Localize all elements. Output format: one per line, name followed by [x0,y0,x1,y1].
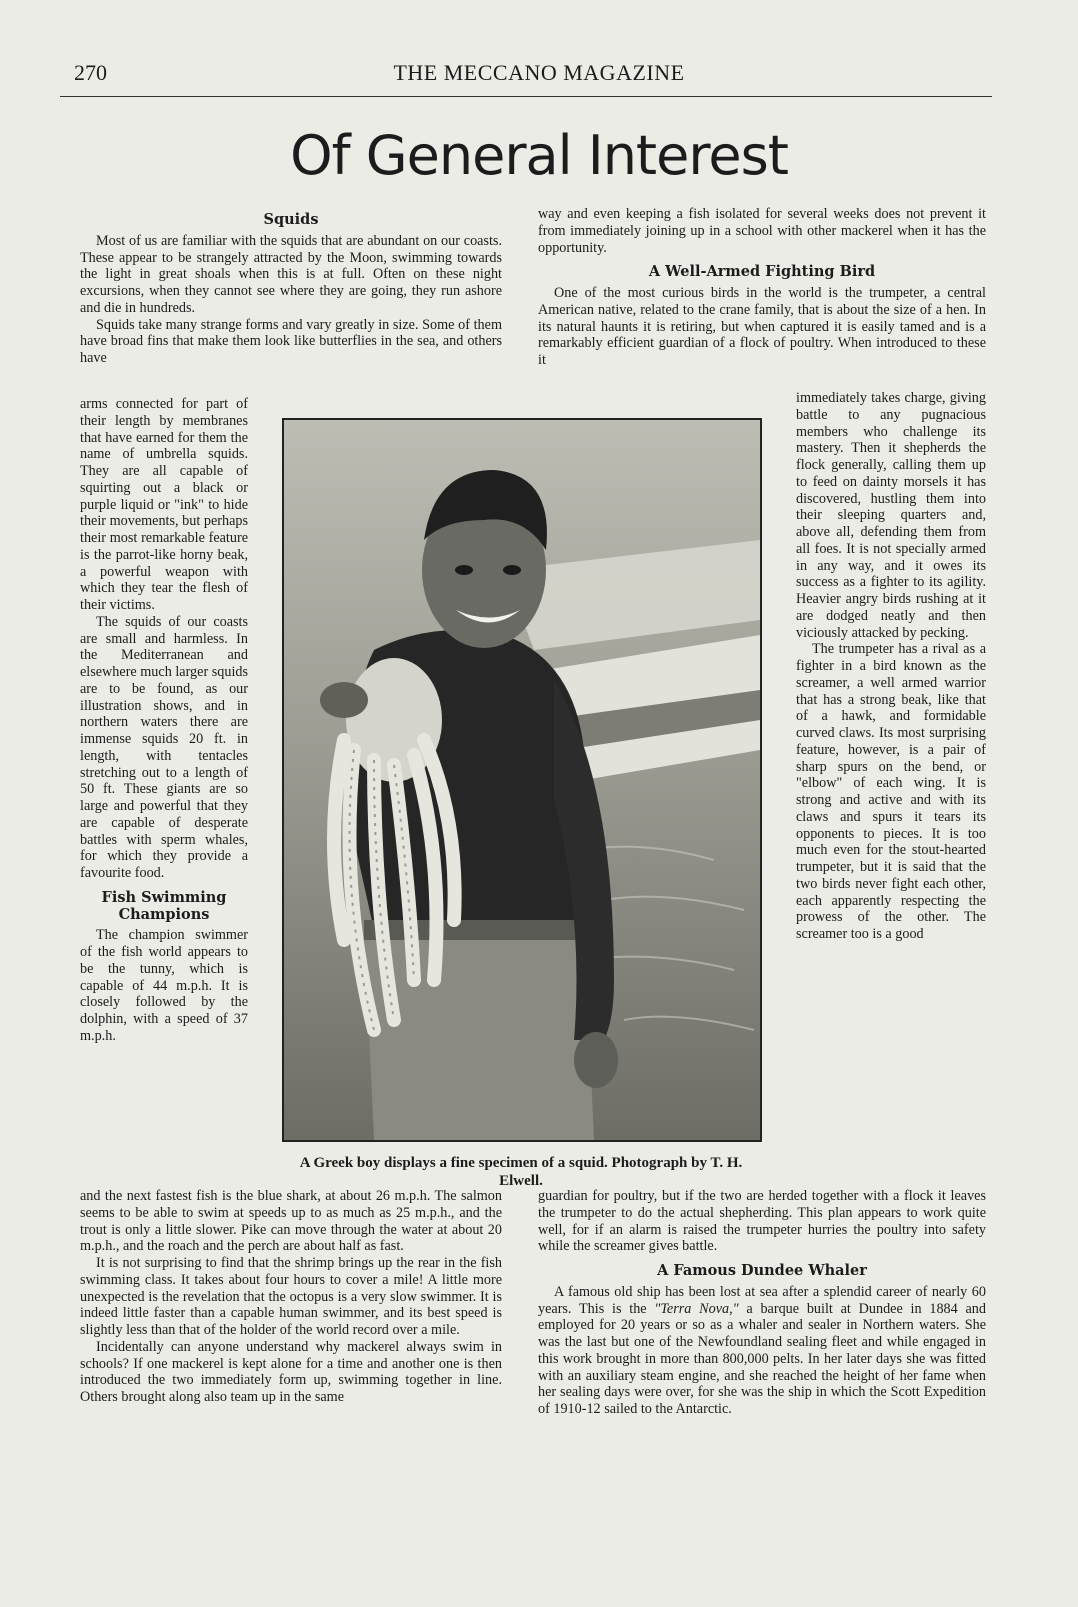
article-title: Of General Interest [290,124,788,187]
photo-illustration [284,420,760,1140]
bird-heading: A Well-Armed Fighting Bird [648,263,876,281]
squids-heading: Squids [263,211,319,228]
fish-heading: Fish Swimming Champions [101,888,227,923]
header-rule [60,96,992,97]
whaler-paragraph [538,1284,986,1418]
squids-continuation: arms connected for part of their length by membranes that have earned for them the name of umbrella squids. They are all capable of squirting out a black or purple liquid or "ink" to hide their movements, but perhaps their most remarkable feature is the parrot-like horny beak, a powerful weapon with which they tear the flesh of their victims. [80,396,248,613]
fish-paragraph-3: Incidentally can anyone understand why mackerel always swim in schools? If one mackerel is kept alone for a time and another one is then introduced the two immediately form up, swimming together in line. Others brought along also team up in the same [80,1338,502,1405]
photo-caption: A Greek boy displays a fine specimen of a squid. Photograph by T. H. Elwell. [299,1155,743,1189]
fish-continuation: and the next fastest fish is the blue shark, at about 26 m.p.h. The salmon seems to be able to swim at speeds up to as much as 25 m.p.h., and the trout is only a little slower. Pike can move through the water at about 20 m.p.h., and the roach and the perch are about half as fast. [80,1188,502,1255]
whaler-text-end: a barque built at Dundee in 1884 and employed for 20 years or so as a whaler and sealer in Northern waters. She was the last but one of the Newfoundland sealing fleet and while engaged in this work brought in more than 800,000 pelts. In her later days she was fitted with an auxiliary steam engine, and she reached the height of her fame when her sealing days were over, for she was the ship in which the Scott Expedition of 1910-12 sailed to the Antarctic. [538,1300,986,1417]
squids-paragraph-1: Most of us are familiar with the squids that are abundant on our coasts. These appear to be strangely attracted by the Moon, swimming towards the light in great shoals when this is at full. Often on these night excursions, when they cannot see where they are going, they run ashore and die in hundreds. [80,232,502,316]
whaler-text-start: A famous old ship has been lost at sea after a splendid career of nearly 60 years. This is the [538,1283,986,1317]
squid-photograph [282,418,762,1142]
fish-paragraph-2: It is not surprising to find that the shrimp brings up the rear in the fish swimming class. It takes about four hours to cover a mile! A little more unexpected is the revelation that the octopus is a very slow swimmer. It is indeed little faster than a capable human swimmer, and its best speed is slightly less than that of the holder of the world record over a mile. [80,1255,502,1338]
fish-right-continuation: way and even keeping a fish isolated for several weeks does not prevent it from immediately joining up in a school with other mackerel when it has the opportunity. [538,206,986,256]
left-column-top [80,212,502,367]
page-number: 270 [74,60,107,85]
bird-paragraph-2: The trumpeter has a rival as a fighter in a bird known as the screamer, a well armed warrior that has a strong beak, like that of a hawk, and formidable curved claws. Its most surprising feature, however, is a pair of sharp spurs on the bend, or "elbow" of each wing. It is strong and active and with its claws and spurs it tears its opponents to pieces. It is too much even for the stout-hearted trumpeter, but it is said that the two birds never fight each other, each apparently respecting the prowess of the other. The screamer too is a good [796,641,986,942]
left-column-bottom [80,1188,502,1406]
squids-paragraph-3: The squids of our coasts are small and harmless. In the Mediterranean and elsewhere much larger squids are to be found, as our illustration shows, and in northern waters there are immense squids 20 ft. in length, with tentacles stretching out to a length of 50 ft. These giants are so large and powerful that they are capable of desperate battles with sperm whales, for which they provide a favourite food. [80,613,248,881]
right-column-top [538,206,986,369]
squids-paragraph-2: Squids take many strange forms and vary greatly in size. Some of them have broad fins that make them look like butterflies in the sea, and others have [80,316,502,366]
bird-paragraph-1: One of the most curious birds in the world is the trumpeter, a central American native, related to the crane family, that is about the size of a hen. In its natural haunts it is retiring, but when captured it is easily tamed and is a remarkably efficient guardian of a flock of poultry. When introduced to these it [538,285,986,368]
left-column-narrow [80,396,248,1045]
running-head: THE MECCANO MAGAZINE [393,60,685,85]
bird-bottom-continuation: guardian for poultry, but if the two are herded together with a flock it leaves the trumpeter to do the actual shepherding. This plan appears to work quite well, for if an alarm is raised the trumpeter hurries the poultry into safety while the screamer gives battle. [538,1188,986,1255]
whaler-heading: A Famous Dundee Whaler [657,1262,867,1279]
bird-continuation: immediately takes charge, giving battle to any pugnacious members who challenge its mastery. Then it shepherds the flock generally, calling them up to feed on dainty morsels it has discovered, hustling them into their sleeping quarters and, above all, defending them from all foes. It is not specially armed in any way, and it owes its success as a fighter to its agility. Heavier angry birds rushing at it are dodged neatly and then viciously attacked by pecking. [796,390,986,641]
fish-paragraph-1: The champion swimmer of the fish world appears to be the tunny, which is capable of 44 m.p.h. It is closely followed by the dolphin, with a speed of 37 m.p.h. [80,927,248,1044]
right-column-bottom [538,1188,986,1418]
ship-name: "Terra Nova," [654,1300,739,1317]
right-column-narrow [796,390,986,943]
